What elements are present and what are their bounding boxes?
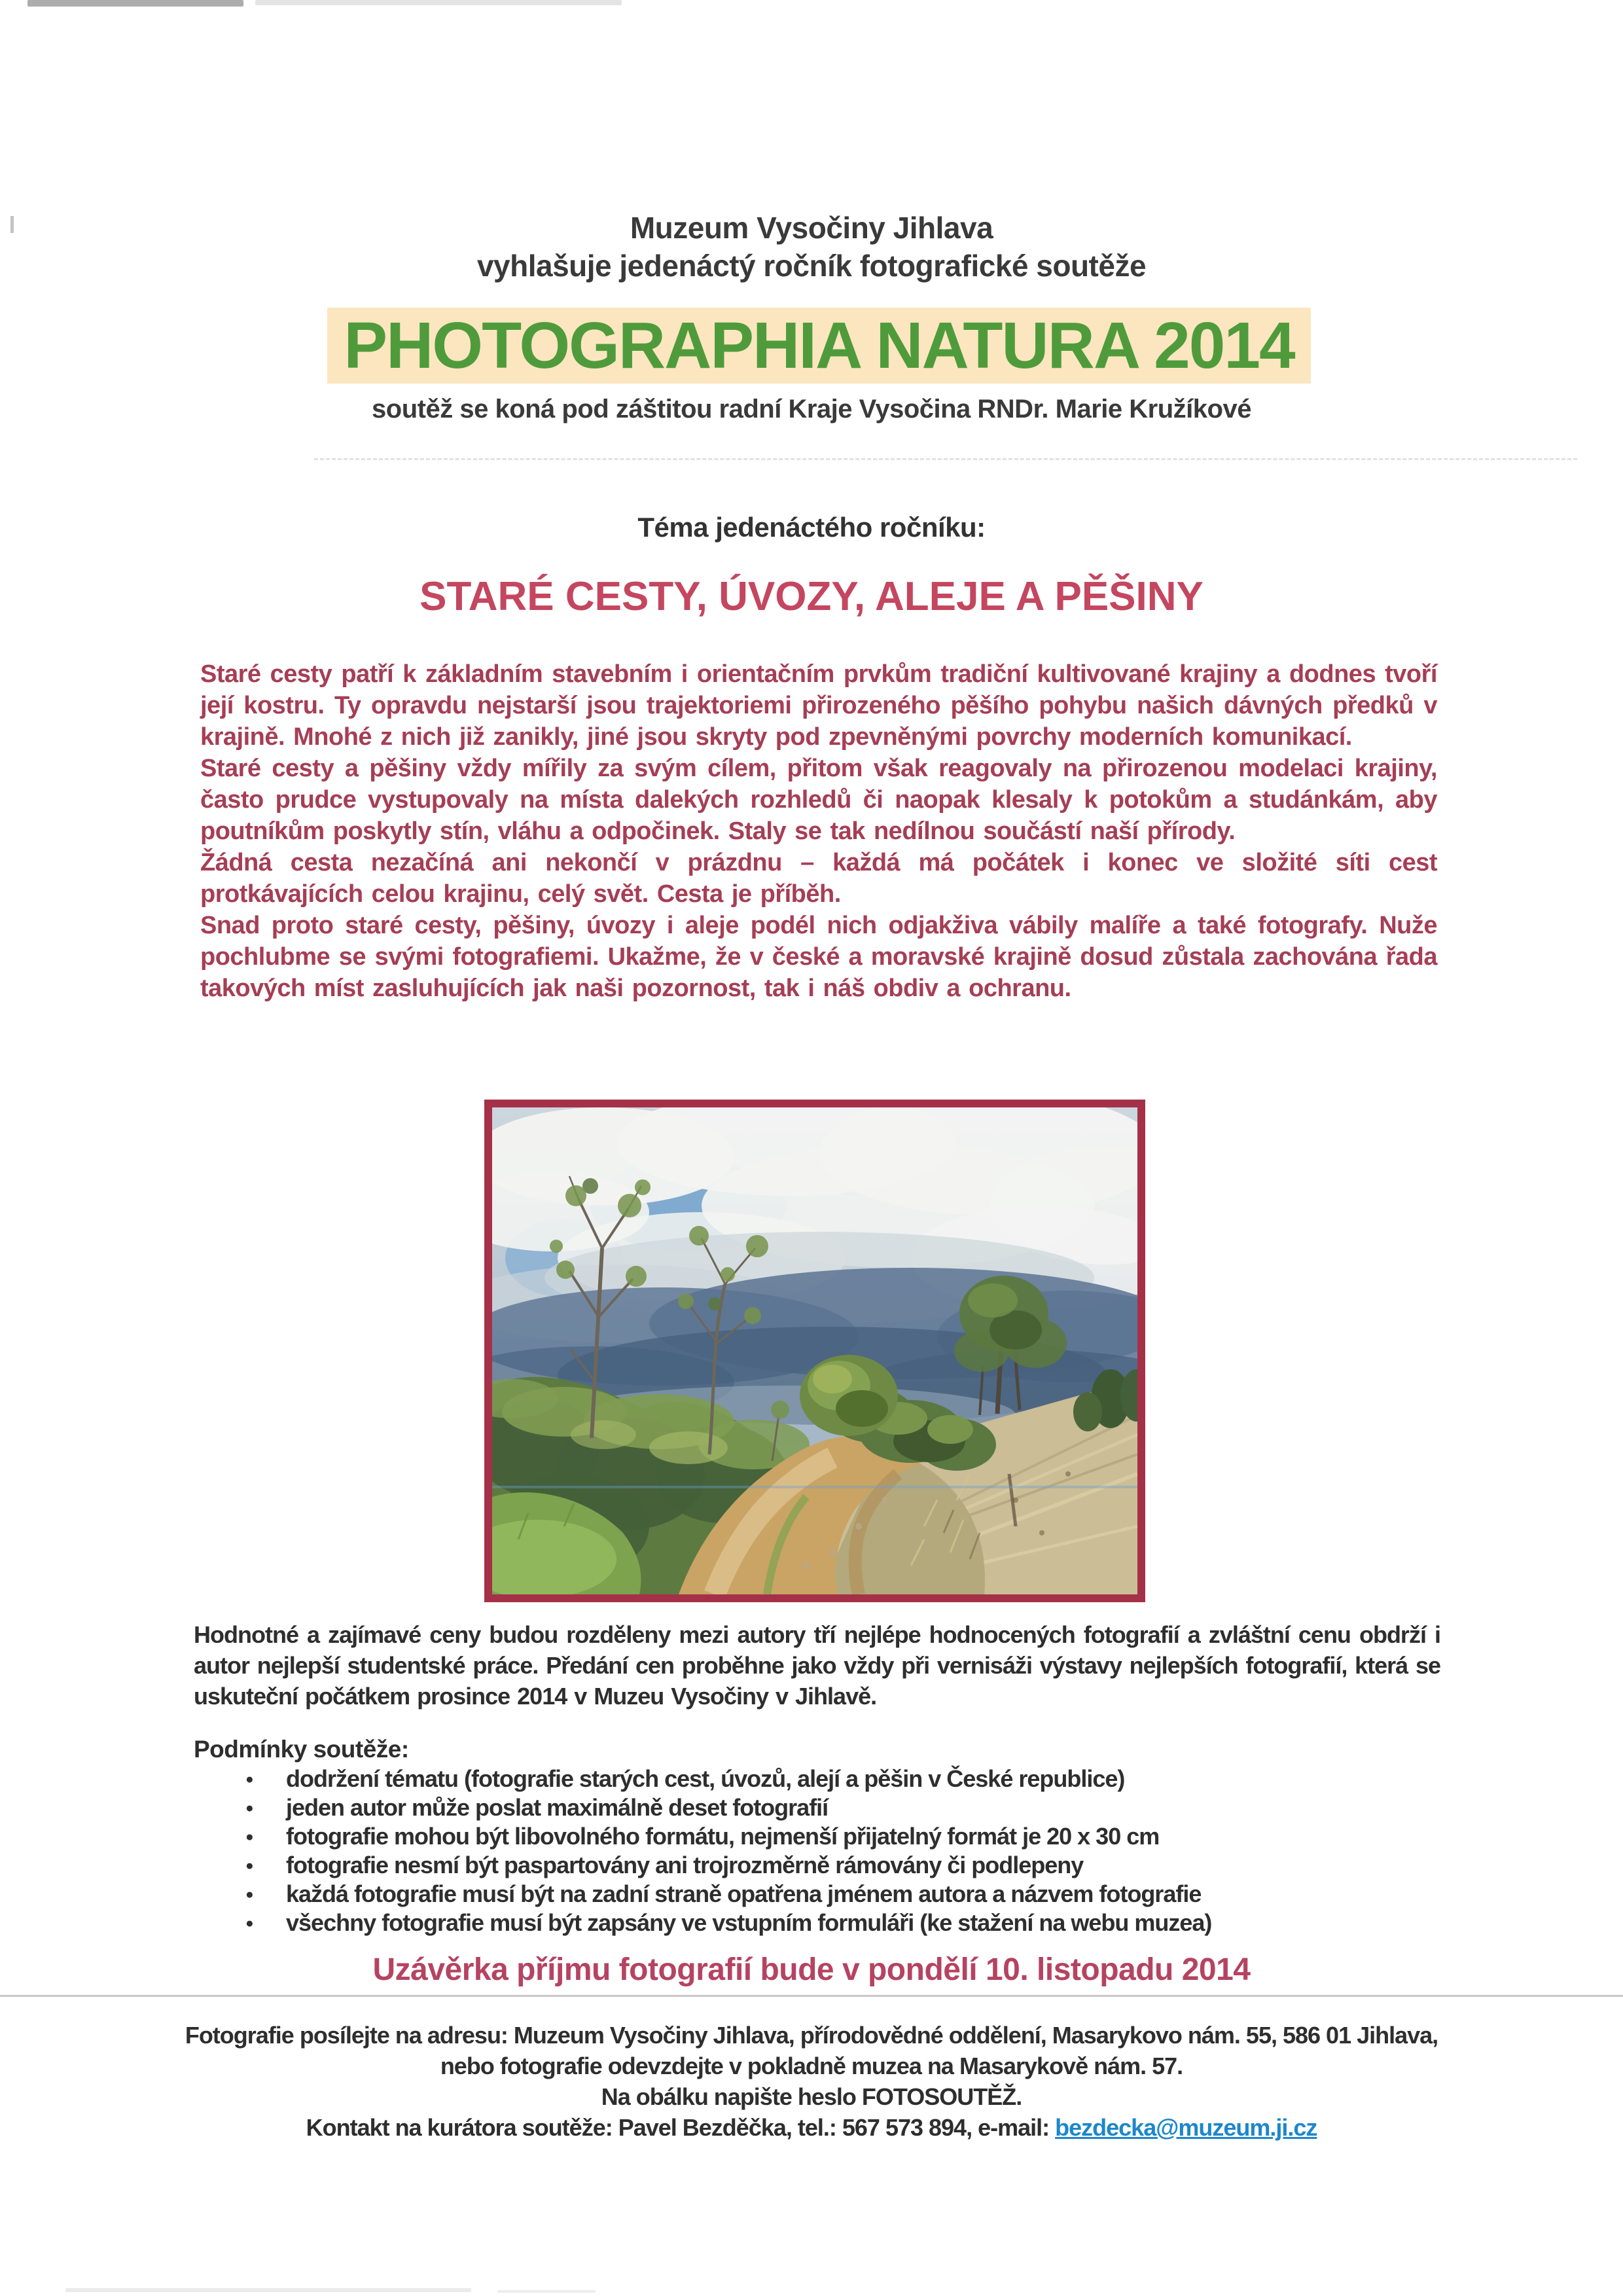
announcement-subtitle: vyhlašuje jedenáctý ročník fotografické soutěže — [476, 249, 1147, 283]
competition-title: PHOTOGRAPHIA NATURA 2014 — [344, 309, 1294, 382]
conditions-heading: Podmínky soutěže: — [194, 1736, 409, 1763]
scan-artifact-bottom — [65, 2288, 471, 2292]
footer-contact-line — [0, 2112, 1623, 2143]
theme-label: Téma jedenáctého ročníku: — [637, 512, 986, 543]
organizer-title: Muzeum Vysočiny Jihlava — [630, 211, 993, 245]
round-tree — [800, 1355, 898, 1436]
condition-item: ● fotografie mohou být libovolného formátu, nejmenší přijatelný formát je 20 x 30 cm — [244, 1822, 1389, 1851]
patronage-line: soutěž se koná pod záštitou radní Kraje Vysočina RNDr. Marie Kružíkové — [372, 395, 1251, 423]
condition-item: ● každá fotografie musí být na zadní straně opatřena jménem autora a názvem fotografie — [244, 1880, 1389, 1909]
footer-dropoff-line: nebo fotografie odevzdejte v pokladně muzea na Masarykově nám. 57. — [440, 2053, 1183, 2079]
footer-envelope-line: Na obálku napište heslo FOTOSOUTĚŽ. — [601, 2083, 1022, 2110]
landscape-photo-art — [492, 1107, 1137, 1594]
scan-artifact-top-right — [255, 0, 622, 5]
curator-email-link[interactable]: bezdecka@muzeum.ji.cz — [1055, 2114, 1317, 2141]
theme-title: STARÉ CESTY, ÚVOZY, ALEJE A PĚŠINY — [419, 574, 1204, 619]
condition-item: ● všechny fotografie musí být zapsány ve vstupním formuláři (ke stažení na webu muzea) — [244, 1909, 1389, 1937]
intro-paragraph-3: Žádná cesta nezačíná ani nekončí v prázdnu – každá má počátek i konec ve složité síti cest protkávajících celou krajinu, celý svět. Cesta je příběh. — [200, 849, 1437, 908]
intro-paragraph-2: Staré cesty a pěšiny vždy mířily za svým cílem, přitom však reagovaly na přirozenou modelaci krajiny, často prudce vystupovaly na místa dalekých rozhledů či naopak klesaly k potokům a studánkám, aby poutníkům poskytly stín, vláhu a odpočinek. Staly se tak nedílnou součástí naší přírody. — [200, 755, 1437, 845]
condition-item: ● dodržení tématu (fotografie starých cest, úvozů, alejí a pěšin v České republice) — [244, 1765, 1389, 1793]
prizes-paragraph: Hodnotné a zajímavé ceny budou rozděleny mezi autory tří nejlépe hodnocených fotografií a zvláštní cenu obdrží i autor nejlepší studentské práce. Předání cen proběhne jako vždy při vernisáži výstavy nejlepších fotografií, která se uskuteční počátkem prosince 2014 v Muzeu Vysočiny v Jihlavě. — [194, 1621, 1440, 1710]
faint-dashed-divider — [314, 458, 1577, 460]
footer-contact-block — [0, 2020, 1623, 2143]
intro-paragraph-1: Staré cesty patří k základním stavebním i orientačním prvkům tradiční kultivované krajiny a dodnes tvoří její kostru. Ty opravdu nejstarší jsou trajektoriemi přirozeného pěšího pohybu našich dávných předků v krajině. Mnohé z nich již zanikly, jiné jsou skryty pod zpevněnými povrchy moderních komunikací. — [200, 660, 1437, 751]
intro-paragraph-4: Snad proto staré cesty, pěšiny, úvozy i aleje podél nich odjakživa vábily malíře a také fotografy. Nuže pochlubme se svými fotografiemi. Ukažme, že v české a moravské krajině dosud zůstala zachována řada takových míst zasluhujících jak naši pozornost, tak i náš obdiv a ochranu. — [200, 912, 1437, 1002]
deadline-line: Uzávěrka příjmu fotografií bude v pondělí 10. listopadu 2014 — [372, 1952, 1251, 1987]
landscape-photo — [484, 1100, 1145, 1602]
condition-item: ● jeden autor může poslat maximálně deset fotografií — [244, 1793, 1389, 1822]
footer-contact-prefix: Kontakt na kurátora soutěže: Pavel Bezděčka, tel.: 567 573 894, e-mail: — [306, 2114, 1056, 2141]
intro-text-block — [200, 658, 1437, 1004]
footer-divider — [0, 1995, 1623, 1997]
footer-address-line: Fotografie posílejte na adresu: Muzeum Vysočiny Jihlava, přírodovědné oddělení, Masarykovo nám. 55, 586 01 Jihlava, — [185, 2022, 1438, 2049]
conditions-list — [244, 1765, 1389, 1937]
scan-artifact-top-left — [27, 0, 243, 7]
scan-line-artifact — [492, 1486, 1137, 1488]
scan-artifact-bottom-2 — [497, 2290, 596, 2293]
competition-title-band — [327, 308, 1311, 384]
condition-item: ● fotografie nesmí být paspartovány ani trojrozměrně rámovány či podlepeny — [244, 1851, 1389, 1880]
